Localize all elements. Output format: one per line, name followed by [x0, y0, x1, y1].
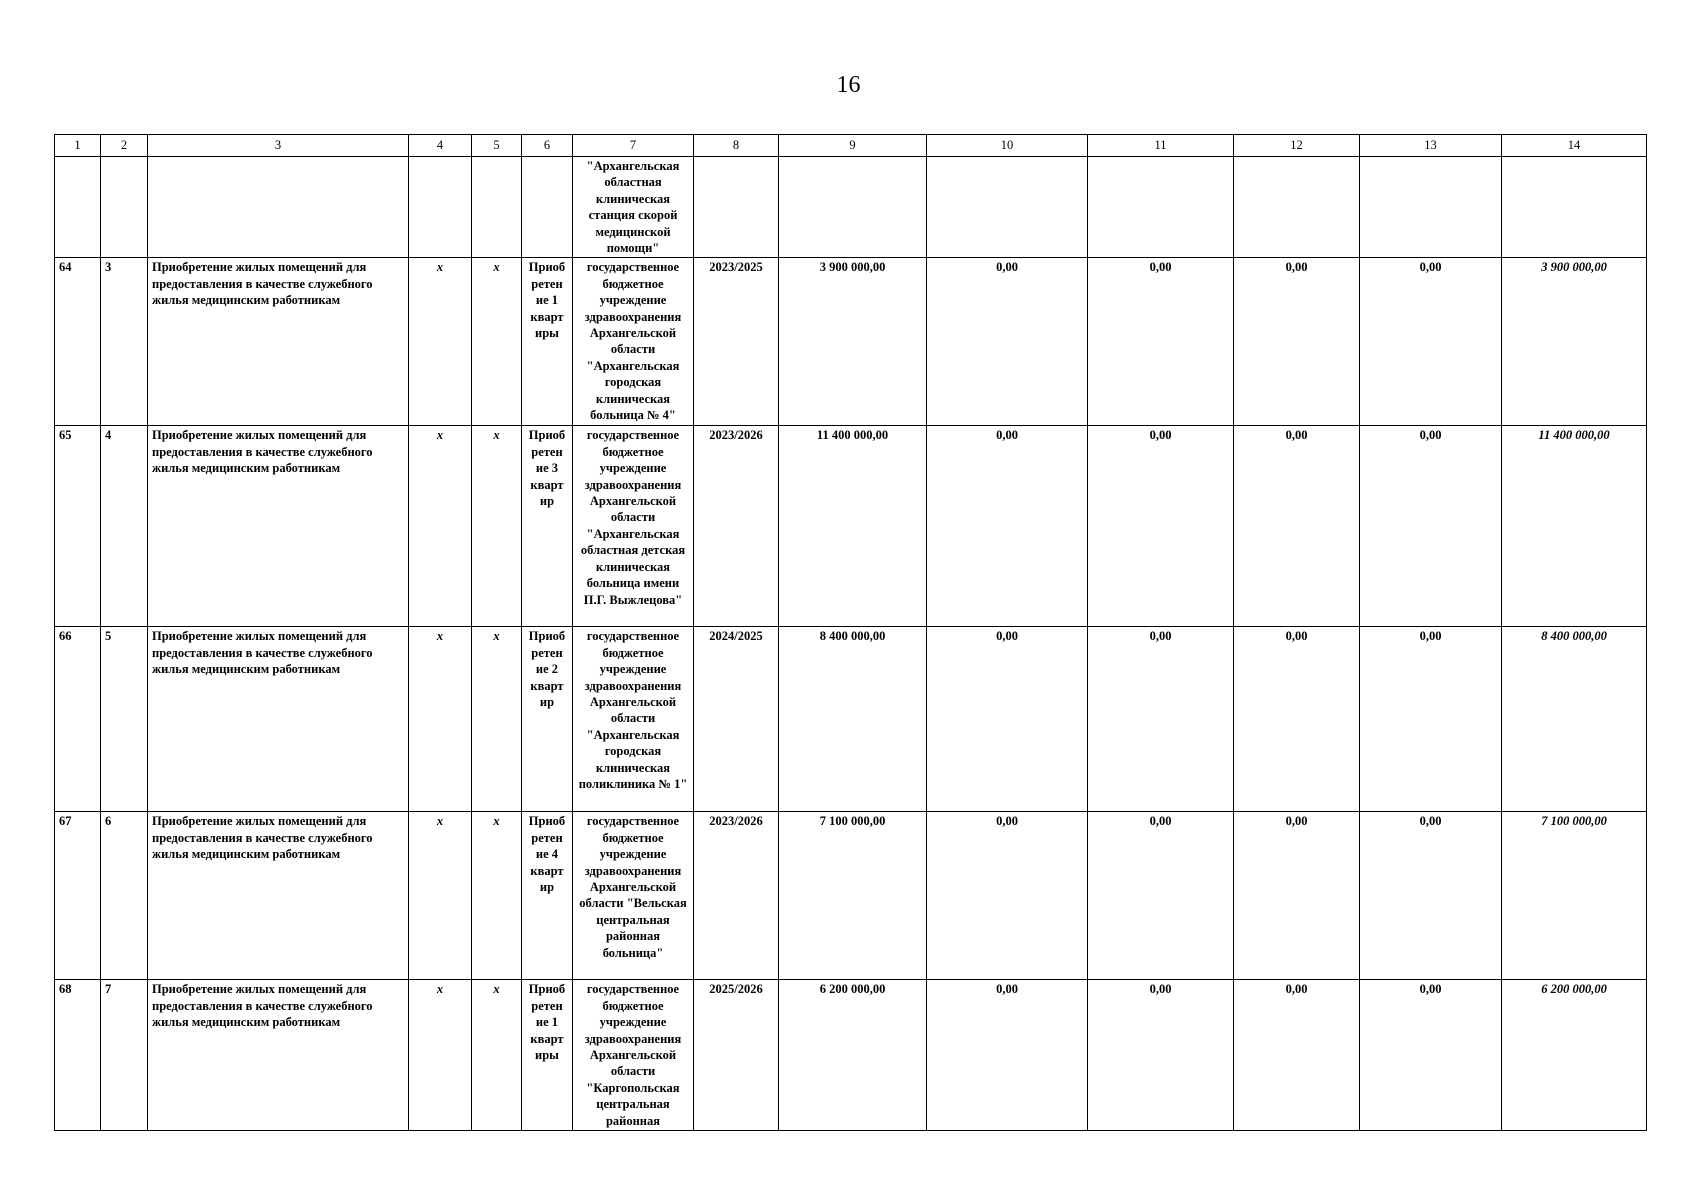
- cell-sub: 3: [101, 258, 148, 426]
- cell-org: государственное бюджетное учреждение здравоохранения Архангельской области "Архангельская областная детская клиническая больница имени П.Г. Выжлецова": [573, 426, 694, 627]
- table-row-continuation: [55, 157, 1647, 258]
- cell-c5: x: [472, 627, 522, 812]
- cell-c10: 0,00: [927, 980, 1088, 1131]
- cell-c13: 0,00: [1360, 980, 1502, 1131]
- column-header: 5: [472, 135, 522, 157]
- cell-num: [55, 157, 101, 258]
- cell-c13: 0,00: [1360, 627, 1502, 812]
- cell-total: 7 100 000,00: [779, 812, 927, 980]
- cell-c12: 0,00: [1234, 627, 1360, 812]
- table-row: [55, 812, 1647, 980]
- cell-period: 2023/2025: [694, 258, 779, 426]
- column-header: 14: [1502, 135, 1647, 157]
- cell-c11: 0,00: [1088, 627, 1234, 812]
- cell-c4: x: [409, 426, 472, 627]
- cell-num: 66: [55, 627, 101, 812]
- cell-c4: x: [409, 980, 472, 1131]
- cell-c14: 3 900 000,00: [1502, 258, 1647, 426]
- cell-total: 6 200 000,00: [779, 980, 927, 1131]
- cell-title: Приобретение жилых помещений для предоставления в качестве служебного жилья медицинским работникам: [148, 426, 409, 627]
- cell-num: 65: [55, 426, 101, 627]
- cell-org: государственное бюджетное учреждение здравоохранения Архангельской области "Архангельская городская клиническая поликлиника № 1": [573, 627, 694, 812]
- cell-c14: 7 100 000,00: [1502, 812, 1647, 980]
- cell-c11: 0,00: [1088, 426, 1234, 627]
- cell-total: [779, 157, 927, 258]
- cell-c5: x: [472, 812, 522, 980]
- cell-total: 8 400 000,00: [779, 627, 927, 812]
- cell-org: государственное бюджетное учреждение здравоохранения Архангельской области "Каргопольская центральная районная: [573, 980, 694, 1131]
- cell-sub: 5: [101, 627, 148, 812]
- column-header: 11: [1088, 135, 1234, 157]
- table-row: [55, 426, 1647, 627]
- cell-purpose: Приоб ретен ие 1 кварт иры: [522, 258, 573, 426]
- cell-period: 2024/2025: [694, 627, 779, 812]
- cell-c14: 8 400 000,00: [1502, 627, 1647, 812]
- cell-purpose: Приоб ретен ие 1 кварт иры: [522, 980, 573, 1131]
- cell-c14: 6 200 000,00: [1502, 980, 1647, 1131]
- cell-title: Приобретение жилых помещений для предоставления в качестве служебного жилья медицинским работникам: [148, 980, 409, 1131]
- column-header: 3: [148, 135, 409, 157]
- cell-num: 67: [55, 812, 101, 980]
- cell-org: государственное бюджетное учреждение здравоохранения Архангельской области "Вельская центральная районная больница": [573, 812, 694, 980]
- cell-c10: 0,00: [927, 627, 1088, 812]
- cell-sub: 6: [101, 812, 148, 980]
- cell-total: 11 400 000,00: [779, 426, 927, 627]
- cell-purpose: Приоб ретен ие 4 кварт ир: [522, 812, 573, 980]
- cell-c11: 0,00: [1088, 258, 1234, 426]
- column-header: 8: [694, 135, 779, 157]
- cell-total: 3 900 000,00: [779, 258, 927, 426]
- cell-sub: [101, 157, 148, 258]
- cell-c5: x: [472, 258, 522, 426]
- cell-c13: 0,00: [1360, 258, 1502, 426]
- cell-purpose: Приоб ретен ие 3 кварт ир: [522, 426, 573, 627]
- cell-c13: [1360, 157, 1502, 258]
- cell-c5: x: [472, 426, 522, 627]
- column-header: 12: [1234, 135, 1360, 157]
- table-row: [55, 627, 1647, 812]
- cell-c12: 0,00: [1234, 980, 1360, 1131]
- cell-period: 2023/2026: [694, 812, 779, 980]
- cell-period: [694, 157, 779, 258]
- cell-c11: [1088, 157, 1234, 258]
- page-number: 16: [836, 72, 861, 98]
- cell-c12: 0,00: [1234, 426, 1360, 627]
- cell-c4: [409, 157, 472, 258]
- data-table: [54, 134, 1647, 1131]
- cell-c12: 0,00: [1234, 812, 1360, 980]
- cell-org: государственное бюджетное учреждение здравоохранения Архангельской области "Архангельская городская клиническая больница № 4": [573, 258, 694, 426]
- cell-c4: x: [409, 258, 472, 426]
- cell-num: 68: [55, 980, 101, 1131]
- cell-c13: 0,00: [1360, 426, 1502, 627]
- cell-c10: 0,00: [927, 812, 1088, 980]
- cell-c12: [1234, 157, 1360, 258]
- cell-sub: 7: [101, 980, 148, 1131]
- cell-title: Приобретение жилых помещений для предоставления в качестве служебного жилья медицинским работникам: [148, 258, 409, 426]
- cell-title: Приобретение жилых помещений для предоставления в качестве служебного жилья медицинским работникам: [148, 812, 409, 980]
- cell-purpose: Приоб ретен ие 2 кварт ир: [522, 627, 573, 812]
- cell-c13: 0,00: [1360, 812, 1502, 980]
- column-header: 7: [573, 135, 694, 157]
- cell-c10: 0,00: [927, 258, 1088, 426]
- column-header: 1: [55, 135, 101, 157]
- column-header: 10: [927, 135, 1088, 157]
- cell-c12: 0,00: [1234, 258, 1360, 426]
- cell-c4: x: [409, 812, 472, 980]
- column-header: 13: [1360, 135, 1502, 157]
- cell-title: [148, 157, 409, 258]
- cell-period: 2025/2026: [694, 980, 779, 1131]
- cell-c14: [1502, 157, 1647, 258]
- cell-c14: 11 400 000,00: [1502, 426, 1647, 627]
- cell-org: "Архангельская областная клиническая станция скорой медицинской помощи": [573, 157, 694, 258]
- header-row: [55, 135, 1647, 157]
- cell-c5: [472, 157, 522, 258]
- cell-title: Приобретение жилых помещений для предоставления в качестве служебного жилья медицинским работникам: [148, 627, 409, 812]
- cell-c4: x: [409, 627, 472, 812]
- cell-num: 64: [55, 258, 101, 426]
- cell-sub: 4: [101, 426, 148, 627]
- cell-purpose: [522, 157, 573, 258]
- column-header: 9: [779, 135, 927, 157]
- cell-period: 2023/2026: [694, 426, 779, 627]
- table-row: [55, 258, 1647, 426]
- cell-c10: [927, 157, 1088, 258]
- column-header: 2: [101, 135, 148, 157]
- column-header: 4: [409, 135, 472, 157]
- table-row: [55, 980, 1647, 1131]
- cell-c5: x: [472, 980, 522, 1131]
- cell-c11: 0,00: [1088, 980, 1234, 1131]
- cell-c10: 0,00: [927, 426, 1088, 627]
- column-header: 6: [522, 135, 573, 157]
- cell-c11: 0,00: [1088, 812, 1234, 980]
